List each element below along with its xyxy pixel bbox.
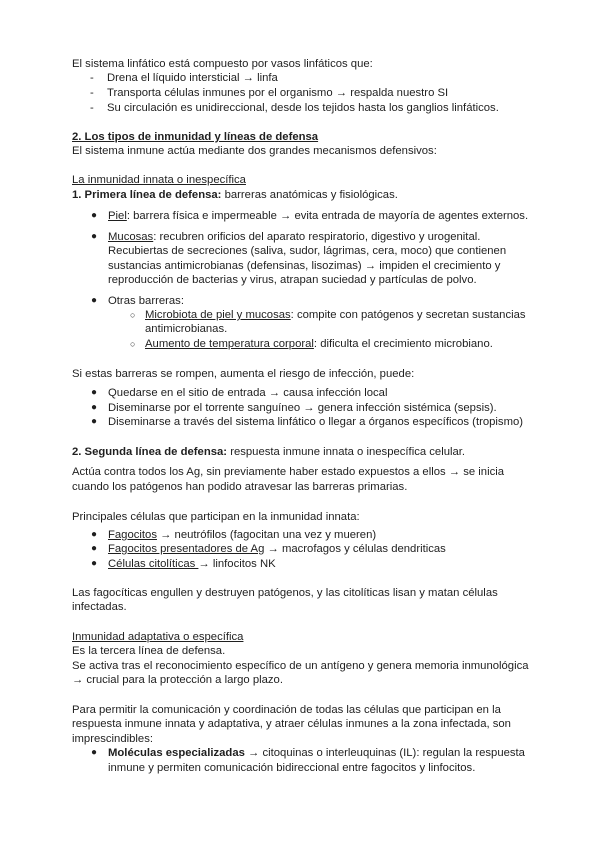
adaptive-line: Es la tercera línea de defensa. — [72, 645, 226, 657]
microbiota-label: Microbiota de piel y mucosas — [145, 309, 291, 321]
circle-bullet-icon: ○ — [130, 339, 136, 349]
second-line-desc: Actúa contra todos los Ag, sin previamente haber estado expuestos a ellos → se inicia — [72, 466, 505, 478]
microbiota-item — [145, 308, 526, 322]
second-line-desc: cuando los patógenos han podido atravesar las barreras primarias. — [72, 481, 408, 493]
temperature-item — [145, 337, 493, 351]
lymph-intro: El sistema linfático está compuesto por vasos linfáticos que: — [72, 58, 373, 70]
lymph-item: - Drena el líquido intersticial → linfa — [107, 71, 278, 85]
cell-text: → linfocitos NK — [198, 558, 276, 570]
broken-barriers-intro: Si estas barreras se rompen, aumenta el riesgo de infección, puede: — [72, 368, 415, 380]
bullet-icon: ● — [91, 295, 98, 306]
cell-item — [108, 557, 276, 571]
molecules-text: → citoquinas o interleuquinas (IL): regulan la respuesta — [244, 747, 525, 759]
first-line-text: barreras anatómicas y fisiológicas. — [221, 189, 398, 201]
mucosas-item — [108, 230, 480, 244]
first-line-title: 1. Primera línea de defensa: — [72, 189, 222, 201]
bullet-icon: ● — [91, 416, 98, 427]
bullet-icon: ● — [91, 543, 98, 554]
phago-summary: Las fagocíticas engullen y destruyen patógenos, y las citolíticas lisan y matan células — [72, 587, 498, 599]
piel-item — [108, 209, 528, 223]
adaptive-line: Se activa tras el reconocimiento específico de un antígeno y genera memoria inmunológica — [72, 660, 529, 672]
otras-barreras-label: Otras barreras: — [108, 295, 184, 307]
broken-item: Diseminarse por el torrente sanguíneo → genera infección sistémica (sepsis). — [108, 402, 497, 414]
lymph-item: - Transporta células inmunes por el organismo → respalda nuestro SI — [107, 86, 448, 100]
section-heading: 2. Los tipos de inmunidad y líneas de defensa — [72, 131, 319, 143]
mucosas-text: : recubren orificios del aparato respiratorio, digestivo y urogenital. — [153, 231, 481, 243]
second-line-text: respuesta inmune innata o inespecífica celular. — [227, 446, 466, 458]
bullet-icon: ● — [91, 529, 98, 540]
cell-label: Fagocitos — [108, 529, 157, 541]
adaptive-line: → crucial para la protección a largo plazo. — [72, 674, 283, 686]
mucosas-line: reproducción de bacterias y virus, atrapan suciedad y partículas de polvo. — [108, 274, 477, 286]
communication-line: respuesta inmune innata y adaptativa, y atraer células inmunes a la zona infectada, son — [72, 718, 511, 730]
cell-text: → neutrófilos (fagocitan una vez y mueren) — [156, 529, 377, 541]
second-line-defense — [72, 445, 465, 459]
temperature-label: Aumento de temperatura corporal — [145, 338, 314, 350]
piel-text: : barrera física e impermeable → evita entrada de mayoría de agentes externos. — [126, 210, 529, 222]
temperature-text: : dificulta el crecimiento microbiano. — [313, 338, 493, 350]
lymph-item: - Su circulación es unidireccional, desde los tejidos hasta los ganglios linfáticos. — [107, 101, 499, 115]
innate-heading: La inmunidad innata o inespecífica — [72, 174, 246, 186]
adaptive-heading: Inmunidad adaptativa o específica — [72, 631, 244, 643]
broken-item: Quedarse en el sitio de entrada → causa infección local — [108, 387, 388, 399]
cell-item — [108, 528, 376, 542]
microbiota-text: : compite con patógenos y secretan sustancias — [290, 309, 526, 321]
molecules-label: Moléculas especializadas — [108, 747, 245, 759]
cell-item — [108, 542, 446, 556]
mucosas-line: sustancias antimicrobianas (defensinas, lisozimas) → impiden el crecimiento y — [108, 260, 501, 272]
circle-bullet-icon: ○ — [130, 310, 136, 320]
bullet-icon: ● — [91, 747, 98, 758]
section-intro: El sistema inmune actúa mediante dos grandes mecanismos defensivos: — [72, 145, 437, 157]
bullet-icon: ● — [91, 387, 98, 398]
second-line-title: 2. Segunda línea de defensa: — [72, 446, 228, 458]
bullet-icon: ● — [91, 558, 98, 569]
communication-line: imprescindibles: — [72, 733, 153, 745]
molecules-line: inmune y permiten comunicación bidireccional entre fagocitos y linfocitos. — [108, 762, 476, 774]
phago-summary: infectadas. — [72, 601, 127, 613]
piel-label: Piel — [108, 210, 127, 222]
bullet-icon: ● — [91, 402, 98, 413]
first-line-defense — [72, 188, 398, 202]
bullet-icon: ● — [91, 210, 98, 221]
mucosas-line: Recubiertas de secreciones (saliva, sudor, lágrimas, cera, moco) que contienen — [108, 245, 507, 257]
cell-label: Células citolíticas — [108, 558, 199, 570]
communication-line: Para permitir la comunicación y coordinación de todas las células que participan en la — [72, 704, 501, 716]
molecules-item — [108, 746, 525, 760]
cell-label: Fagocitos presentadores de Ag — [108, 543, 265, 555]
mucosas-label: Mucosas — [108, 231, 154, 243]
cells-intro: Principales células que participan en la inmunidad innata: — [72, 511, 360, 523]
bullet-icon: ● — [91, 231, 98, 242]
cell-text: → macrofagos y células dendriticas — [264, 543, 446, 555]
microbiota-line: antimicrobianas. — [145, 323, 228, 335]
broken-item: Diseminarse a través del sistema linfático o llegar a órganos específicos (tropismo) — [108, 416, 524, 428]
